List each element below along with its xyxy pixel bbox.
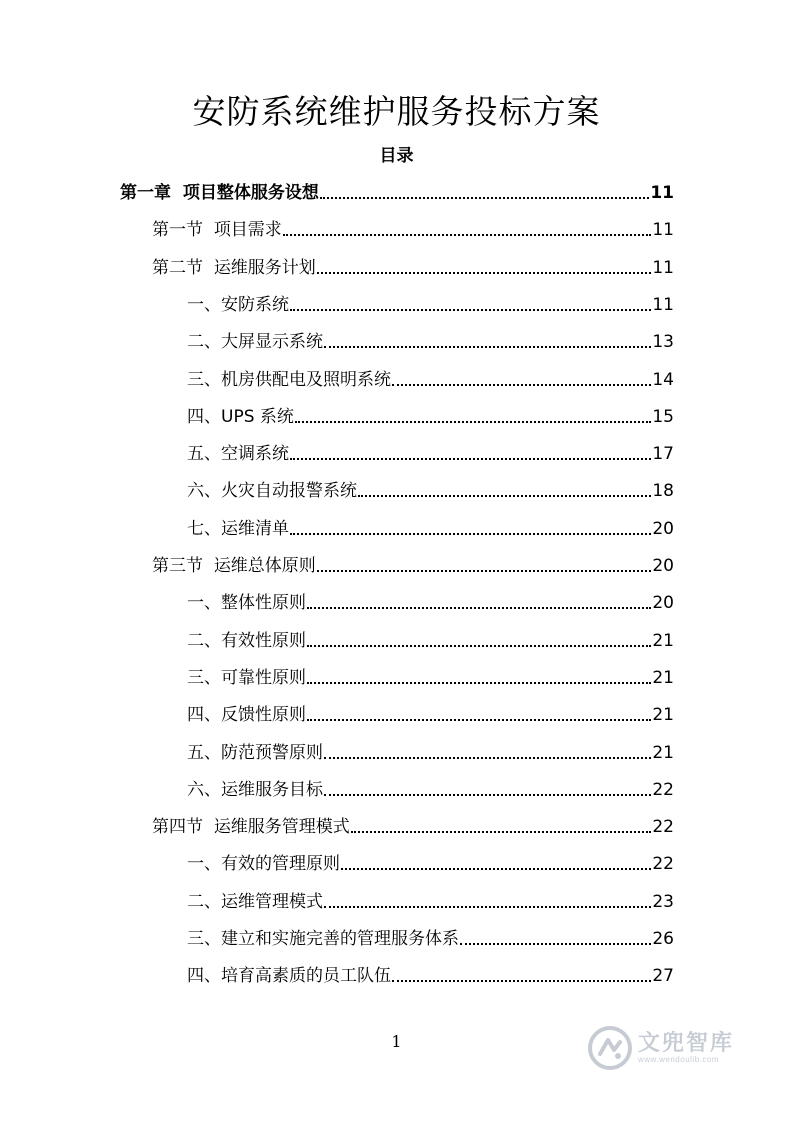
toc-dot-leader [307,667,651,689]
toc-entry-number: 二、 [187,891,221,912]
toc-entry-page: 18 [652,481,674,502]
toc-dot-leader [324,891,651,913]
toc-entry-page: 13 [652,332,674,353]
toc-entry-page: 22 [652,854,674,875]
toc-entry-separator [203,219,214,241]
toc-entry-number: 第二节 [152,257,203,278]
toc-entry-title: 反馈性原则 [221,705,306,726]
toc-entry-title: 项目需求 [213,220,282,241]
toc-entry-page: 22 [652,779,674,800]
toc-entry-title: 培育高素质的员工队伍 [221,966,391,987]
toc-dot-leader [392,369,651,391]
watermark-url: www.wendoulib.com [638,1055,719,1064]
toc-dot-leader [307,704,651,726]
toc-entry[interactable] [152,251,674,279]
toc-entry-title: 整体性原则 [221,593,306,614]
toc-entry-number: 六、 [187,481,221,502]
toc-dot-leader [324,779,651,801]
toc-dot-leader [317,555,652,577]
toc-entry-separator [203,257,214,279]
toc-entry-title: 运维清单 [221,518,289,539]
toc-entry-page: 21 [652,705,674,726]
toc-entry-page: 27 [652,966,674,987]
toc-dot-leader [290,294,651,316]
toc-entry-number: 六、 [187,779,221,800]
toc-dot-leader [320,182,649,204]
toc-entry[interactable] [187,474,674,502]
toc-entry-number: 三、 [187,369,221,390]
toc-entry-page: 11 [652,220,674,241]
toc-dot-leader [307,630,651,652]
toc-entry-title: 运维管理模式 [221,891,323,912]
toc-entry-title: 可靠性原则 [221,667,306,688]
toc-entry-page: 21 [652,630,674,651]
toc-entry-title: 安防系统 [221,294,289,315]
toc-entry-number: 七、 [187,518,221,539]
document-title: 安防系统维护服务投标方案 [192,92,601,131]
toc-entry-number: 二、 [187,630,221,651]
toc-dot-leader [392,965,651,987]
toc-entry-number: 第一节 [152,220,203,241]
toc-entry[interactable] [187,847,674,875]
toc-entry-number: 四、 [187,406,221,427]
toc-dot-leader [307,592,651,614]
toc-entry-separator [203,555,214,577]
toc-dot-leader [341,853,651,875]
toc-entry[interactable] [187,288,674,316]
toc-entry-title: UPS 系统 [221,406,294,427]
toc-entry-number: 第三节 [152,556,203,576]
toc-entry[interactable] [187,773,674,801]
toc-entry-title: 机房供配电及照明系统 [221,369,391,390]
toc-entry[interactable] [187,624,674,652]
toc-entry-title: 有效性原则 [221,630,306,651]
toc-entry[interactable] [187,437,674,465]
toc-dot-leader [283,219,652,241]
toc-entry-title: 防范预警原则 [221,742,323,763]
toc-heading: 目录 [379,146,414,166]
toc-entry-number: 四、 [187,705,221,726]
toc-dot-leader [290,443,651,465]
toc-entry-number: 第四节 [152,817,203,838]
toc-entry-page: 20 [652,518,674,539]
toc-entry-title: 大屏显示系统 [221,332,323,353]
toc-entry-title: 运维服务计划 [213,257,316,278]
toc-entry-title: 建立和实施完善的管理服务体系 [221,929,459,949]
toc-entry-separator [203,816,214,838]
toc-entry[interactable] [187,736,674,764]
toc-entry-page: 23 [652,891,674,912]
toc-dot-leader [290,518,651,540]
toc-entry[interactable] [187,586,674,614]
page-number: 1 [391,1032,402,1051]
toc-entry-title: 空调系统 [221,444,289,465]
toc-entry-number: 第一章 [120,183,171,203]
toc-dot-leader [351,816,652,838]
toc-entry-number: 一、 [187,593,221,614]
toc-entry[interactable] [187,922,674,950]
toc-entry-page: 21 [652,742,674,763]
toc-entry[interactable] [120,176,674,204]
toc-entry-number: 一、 [187,854,221,875]
toc-entry-page: 20 [652,593,674,614]
watermark-name: 文兜智库 [638,1030,735,1055]
toc-entry-number: 五、 [187,742,221,763]
toc-entry[interactable] [187,698,674,726]
toc-entry-title: 火灾自动报警系统 [221,481,357,502]
toc-entry[interactable] [152,549,674,577]
toc-entry[interactable] [152,213,674,241]
toc-dot-leader [317,257,652,279]
toc-entry-number: 五、 [187,444,221,465]
toc-entry-title: 项目整体服务设想 [182,183,319,203]
toc-dot-leader [358,480,651,502]
toc-entry-page: 22 [652,817,674,838]
toc-entry-page: 11 [652,257,674,278]
toc-entry-title: 运维服务目标 [221,779,323,800]
toc-entry-page: 21 [652,667,674,688]
toc-dot-leader [460,928,651,950]
toc-entry[interactable] [187,325,674,353]
toc-entry[interactable] [152,810,674,838]
toc-entry-number: 一、 [187,294,221,315]
toc-entry[interactable] [187,512,674,540]
watermark [588,1018,758,1078]
toc-entry[interactable] [187,885,674,913]
toc-entry-page: 15 [652,406,674,427]
toc-entry-page: 17 [652,444,674,465]
toc-entry-number: 三、 [187,929,221,949]
toc-entry-page: 20 [652,556,674,576]
toc-entry-page: 26 [652,929,674,949]
toc-entry-separator [171,182,183,204]
wendou-logo-icon [588,1026,632,1070]
toc-entry[interactable] [187,400,674,428]
toc-entry-page: 11 [652,294,674,315]
toc-entry-number: 二、 [187,332,221,353]
toc-entry-title: 运维总体原则 [213,556,316,576]
toc-entry-page: 11 [650,183,674,203]
toc-entry-title: 运维服务管理模式 [213,817,350,838]
toc-entry-number: 三、 [187,667,221,688]
toc-entry[interactable] [187,959,674,987]
toc-dot-leader [324,742,651,764]
toc-entry[interactable] [187,363,674,391]
toc-dot-leader [295,406,651,428]
toc-entry-title: 有效的管理原则 [221,854,340,875]
toc-entry-page: 14 [652,369,674,390]
toc-dot-leader [324,331,651,353]
toc-entry[interactable] [187,661,674,689]
toc-entry-number: 四、 [187,966,221,987]
